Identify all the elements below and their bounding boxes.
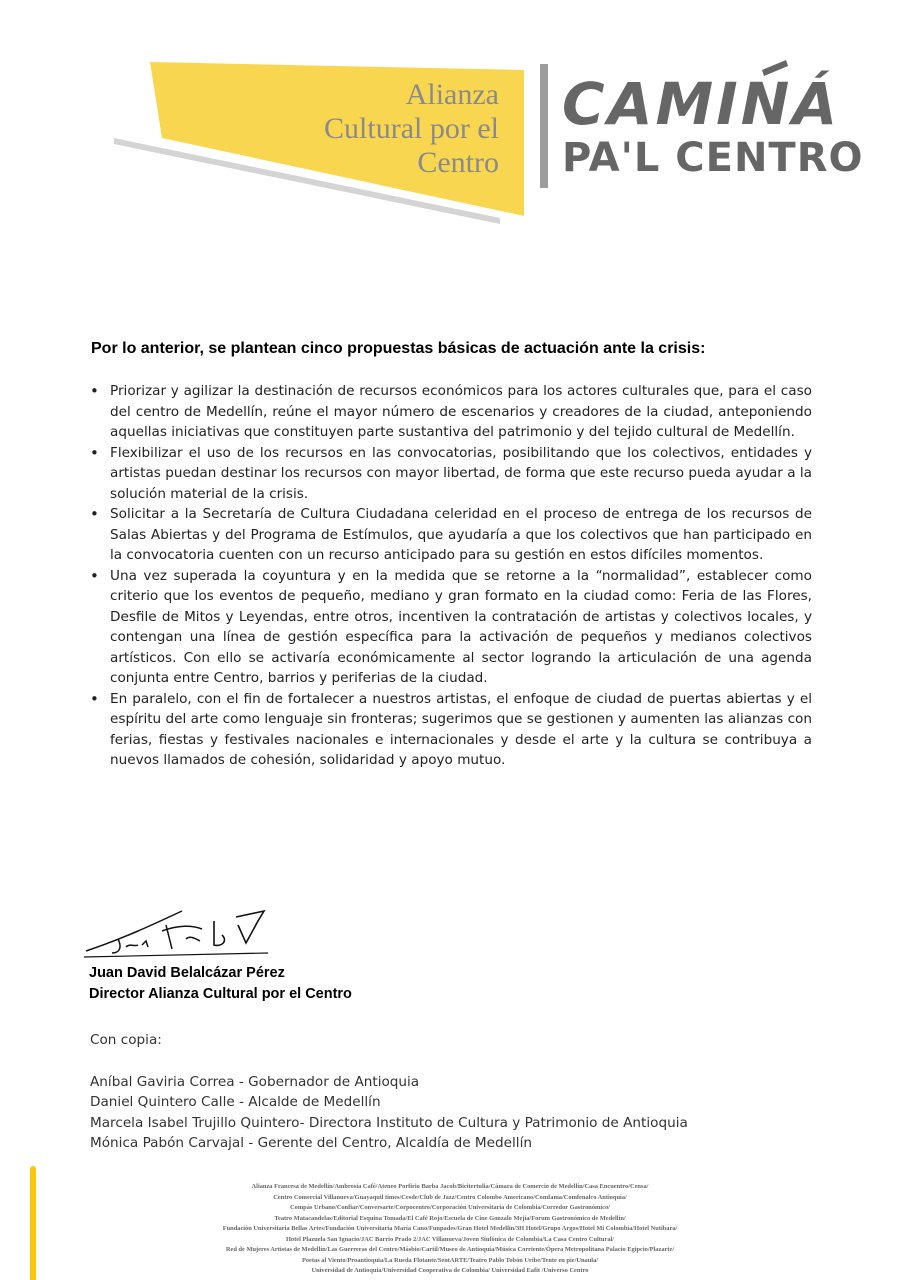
logo-camina-line-2: PA'L CENTRO — [562, 135, 864, 181]
cc-recipient: Mónica Pabón Carvajal - Gerente del Centro, Alcaldía de Medellín — [90, 1135, 532, 1151]
proposal-list — [90, 381, 812, 771]
cc-recipient: Daniel Quintero Calle - Alcalde de Medellín — [90, 1094, 381, 1110]
intro-heading: Por lo anterior, se plantean cinco propuestas básicas de actuación ante la crisis: — [91, 340, 706, 357]
proposal-item: • Priorizar y agilizar la destinación de recursos económicos para los actores culturales que, para el caso del centro de Medellín, reúne el mayor número de escenarios y creadores de la ciudad, anteponiendo aquellas iniciativas que constituyen parte sustantiva del patrimonio y del tejido cultural de Medellín. — [90, 381, 812, 443]
proposal-item: • Flexibilizar el uso de los recursos en las convocatorias, posibilitando que los colectivos, entidades y artistas puedan destinar los recursos con mayor libertad, de forma que este recurso pueda ayudar a la solución material de la crisis. — [90, 443, 812, 505]
logo-line-1: Alianza — [405, 78, 499, 111]
cc-label: Con copia: — [90, 1032, 162, 1048]
cc-recipient: Marcela Isabel Trujillo Quintero- Directora Instituto de Cultura y Patrimonio de Antioquia — [90, 1114, 688, 1131]
footer-line: Hotel Plazuela San Ignacio/JAC Barrio Prado 2/JAC Villanueva/Joven Sinfónica de Colombia/La Casa Centro Cultural/ — [285, 1235, 615, 1243]
handwritten-signature — [82, 895, 272, 965]
logo-line-3: Centro — [417, 146, 499, 179]
footer-line: Compás Urbano/Confiar/Conversarte/Corpocentro/Corporación Universitaria de Colombia/Corredor Gastronómico/ — [290, 1204, 610, 1211]
logo-camina-line-1: CAMINÁ — [562, 70, 841, 138]
signer-block — [89, 963, 352, 1005]
logo-camina-text — [562, 72, 864, 180]
signer-title: Director Alianza Cultural por el Centro — [89, 986, 352, 1002]
cc-recipient: Aníbal Gaviria Correa - Gobernador de Antioquia — [90, 1073, 420, 1090]
footer-line: Centro Comercial Villanueva/Guayaquil times/Cesde/Club de Jazz/Centro Colombo Americano/Comfama/Comfenalco Antioquia/ — [273, 1193, 627, 1201]
footer-line: Teatro Matacandelas/Editorial Esquina Tomada/El Café Rojo/Escuela de Cine Gonzalo Mejía/Forum Gastronómico de Medellín/ — [274, 1214, 626, 1222]
proposal-item: • Solicitar a la Secretaría de Cultura Ciudadana celeridad en el proceso de entrega de los recursos de Salas Abiertas y del Programa de Estímulos, que ayudaría a que los colectivos que han participado en la convocatoria cuenten con un recurso anticipado para su gestión en estos difíciles momentos. — [90, 504, 812, 566]
proposal-item: • En paralelo, con el fin de fortalecer a nuestros artistas, el enfoque de ciudad de puertas abiertas y el espíritu del arte como lenguaje sin fronteras; sugerimos que se gestionen y aumenten las alianzas con ferias, fiestas y festivales nacionales e internacionales y desde el arte y la cultura se contribuya a nuevos llamados de cohesión, solidaridad y apoyo mutuo. — [90, 689, 812, 771]
footer-line: Universidad de Antioquia/Universidad Cooperativa de Colombia/ Universidad Eafit /Universo Centro — [311, 1267, 589, 1274]
footer-member-list — [140, 1182, 760, 1277]
signer-name: Juan David Belalcázar Pérez — [89, 965, 285, 981]
footer-line: Fundación Universitaria Bellas Artes/Fundación Universitaria María Cano/Funpades/Gran Hotel Medellín/3H Hotel/Grupo Argos/Hotel Mi Colombia/Hotel Nutibara/ — [222, 1225, 678, 1232]
footer-line: Red de Mujeres Artistas de Medellín/Las Guerreras del Centro/Másbio/Cartil/Museo de Antioquia/Música Corriente/Ópera Metropolitana Palacio Egipcio/Plazarte/ — [225, 1246, 675, 1253]
cc-block — [90, 1030, 688, 1154]
footer-line: Poetas al Viento/Proantioquia/La Rueda Flotante/SentARTE/Teatro Pablo Tobón Uribe/Tente en pie/Unaula/ — [301, 1256, 599, 1264]
proposal-item: • Una vez superada la coyuntura y en la medida que se retorne a la “normalidad”, establecer como criterio que los eventos de pequeño, mediano y gran formato en la ciudad como: Feria de las Flores, Desfile de Mitos y Leyendas, entre otros, incentiven la contratación de artistas y colectivos locales, y contengan una línea de gestión específica para la activación de pequeños y medianos colectivos artísticos. Con ello se activaría económicamente al sector logrando la articulación de una agenda conjunta entre Centro, barrios y periferias de la ciudad. — [90, 566, 812, 689]
logo-divider-bar — [540, 64, 548, 188]
footer-accent-bar — [30, 1166, 36, 1280]
logo-alianza-text — [324, 78, 499, 180]
footer-line: Alianza Francesa de Medellín/Ambrosia Café/Ateneo Porfirio Barba Jacob/Bicitertulia/Cámara de Comercio de Medellín/Casa Encuentro/Censa/ — [251, 1183, 649, 1190]
logo-line-2: Cultural por el — [324, 112, 499, 145]
